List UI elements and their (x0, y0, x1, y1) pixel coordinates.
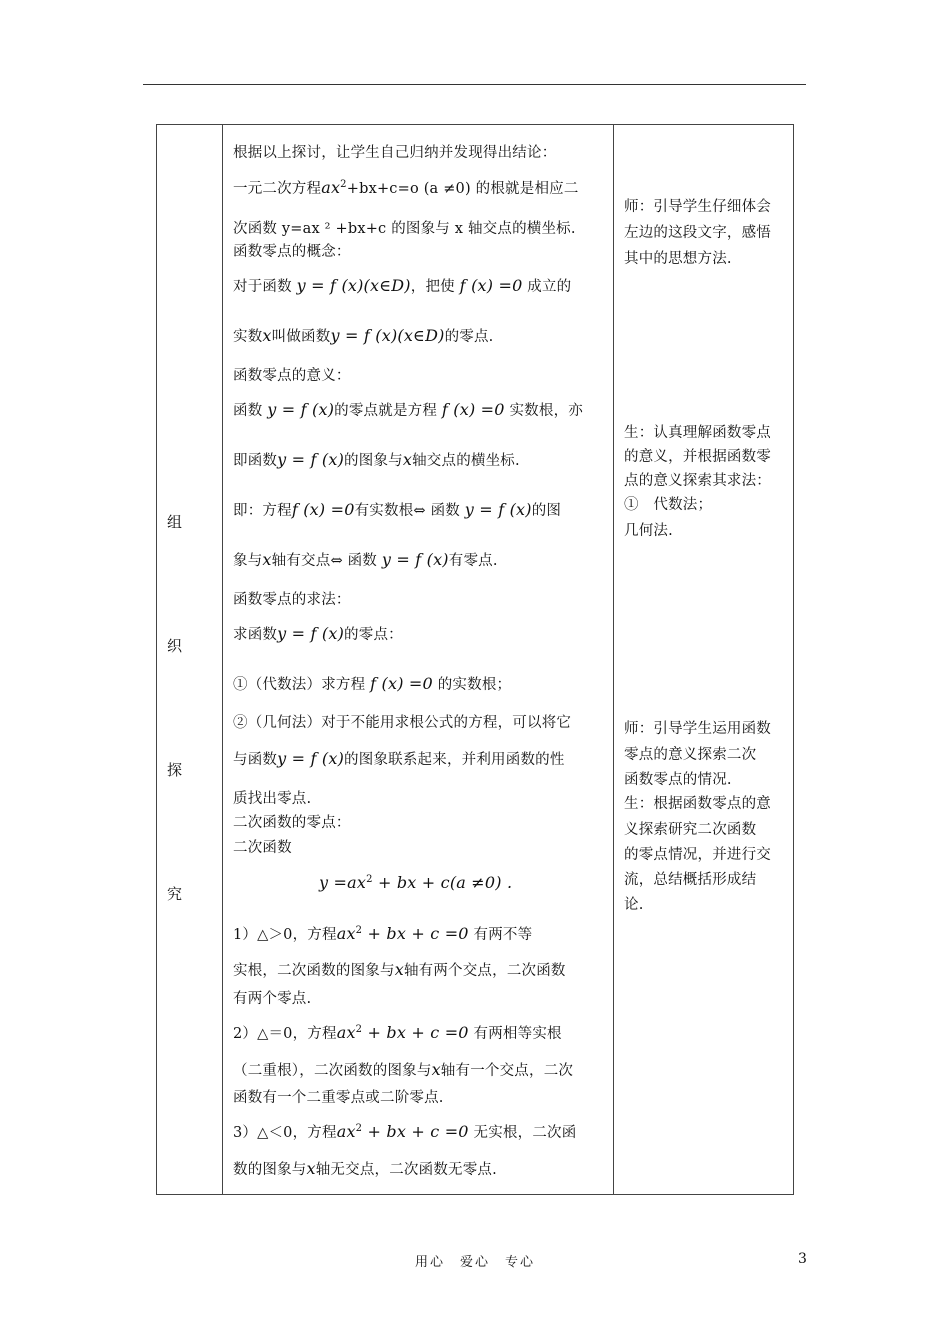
page-number: 3 (798, 1251, 807, 1267)
text-line: 函数零点的意义： (233, 368, 351, 384)
formula-line: $y =ax^2$ + bx + c(a ≠0) . (319, 873, 513, 892)
activity-line: 义探索研究二次函数 (624, 822, 757, 838)
stage-char: 组 (167, 513, 183, 531)
stage-char: 究 (167, 885, 183, 903)
formula-line: 与函数y = f (x)的图象联系起来，并利用函数的性 (233, 749, 565, 768)
stage-char: 织 (167, 637, 183, 655)
stage-char: 探 (167, 761, 183, 779)
activity-line: 函数零点的情况. (624, 772, 732, 788)
text-line: 次函数 y=ax ² +bx+c 的图象与 x 轴交点的横坐标. (233, 221, 576, 237)
activity-line: 左边的这段文字，感悟 (624, 225, 771, 241)
formula-line: 对于函数 y = f (x)(x∈D)，把使 f (x) =0 成立的 (233, 276, 572, 295)
text-line: 实根，二次函数的图象与x轴有两个交点，二次函数 (233, 960, 566, 979)
activity-line: 论. (624, 897, 644, 913)
activity-column (614, 125, 795, 1194)
activity-line: 点的意义探索其求法： (624, 473, 771, 489)
content-column (223, 125, 614, 1194)
formula-line: 即：方程f (x) =0有实数根⇔ 函数 y = f (x)的图 (233, 500, 562, 519)
activity-line: 生：认真理解函数零点 (624, 425, 771, 441)
text-line: 有两个零点. (233, 991, 312, 1007)
activity-line: ① 代数法； (624, 497, 713, 513)
text-line: 二次函数的零点： (233, 815, 351, 831)
header-rule (143, 84, 806, 85)
text-line: 根据以上探讨，让学生自己归纳并发现得出结论： (233, 145, 557, 161)
text-line: （二重根），二次函数的图象与x轴有一个交点，二次 (233, 1060, 574, 1079)
activity-line: 其中的思想方法. (624, 251, 732, 267)
formula-line: 1）△＞0，方程$ax^2$ + bx + c =0 有两不等 (233, 924, 533, 943)
formula-line: ①（代数法）求方程 f (x) =0 的实数根； (233, 674, 512, 693)
text-line: 质找出零点. (233, 791, 312, 807)
formula-line: 象与x轴有交点⇔ 函数 y = f (x)有零点. (233, 550, 498, 569)
page-footer: 用心 爱心 专心 (414, 1255, 535, 1270)
formula-line: 3）△＜0，方程$ax^2$ + bx + c =0 无实根，二次函 (233, 1122, 577, 1141)
activity-line: 师：引导学生运用函数 (624, 721, 771, 737)
activity-line: 零点的意义探索二次 (624, 747, 757, 763)
text-line: ②（几何法）对于不能用求根公式的方程，可以将它 (233, 715, 572, 731)
text-line: 函数有一个二重零点或二阶零点. (233, 1090, 444, 1106)
activity-line: 几何法. (624, 523, 673, 539)
activity-line: 的零点情况，并进行交 (624, 847, 771, 863)
text-line: 函数零点的概念： (233, 244, 351, 260)
text-line: 一元二次方程$ax^2+bx+c=o$ (a ≠0) 的根就是相应二 (233, 178, 579, 197)
activity-line: 师：引导学生仔细体会 (624, 199, 771, 215)
formula-line: 实数x叫做函数y = f (x)(x∈D)的零点. (233, 326, 494, 345)
formula-line: 函数 y = f (x)的零点就是方程 f (x) =0 实数根，亦 (233, 400, 583, 419)
formula-line: 求函数y = f (x)的零点： (233, 624, 403, 643)
text-line: 二次函数 (233, 840, 292, 856)
activity-line: 的意义，并根据函数零 (624, 449, 771, 465)
formula-line: 即函数y = f (x)的图象与x轴交点的横坐标. (233, 450, 520, 469)
stage-column (157, 125, 223, 1194)
formula-line: 2）△＝0，方程$ax^2$ + bx + c =0 有两相等实根 (233, 1023, 562, 1042)
activity-line: 生：根据函数零点的意 (624, 796, 771, 812)
text-line: 数的图象与x轴无交点，二次函数无零点. (233, 1159, 497, 1178)
text-line: 函数零点的求法： (233, 592, 351, 608)
lesson-table (156, 124, 794, 1195)
activity-line: 流，总结概括形成结 (624, 872, 757, 888)
